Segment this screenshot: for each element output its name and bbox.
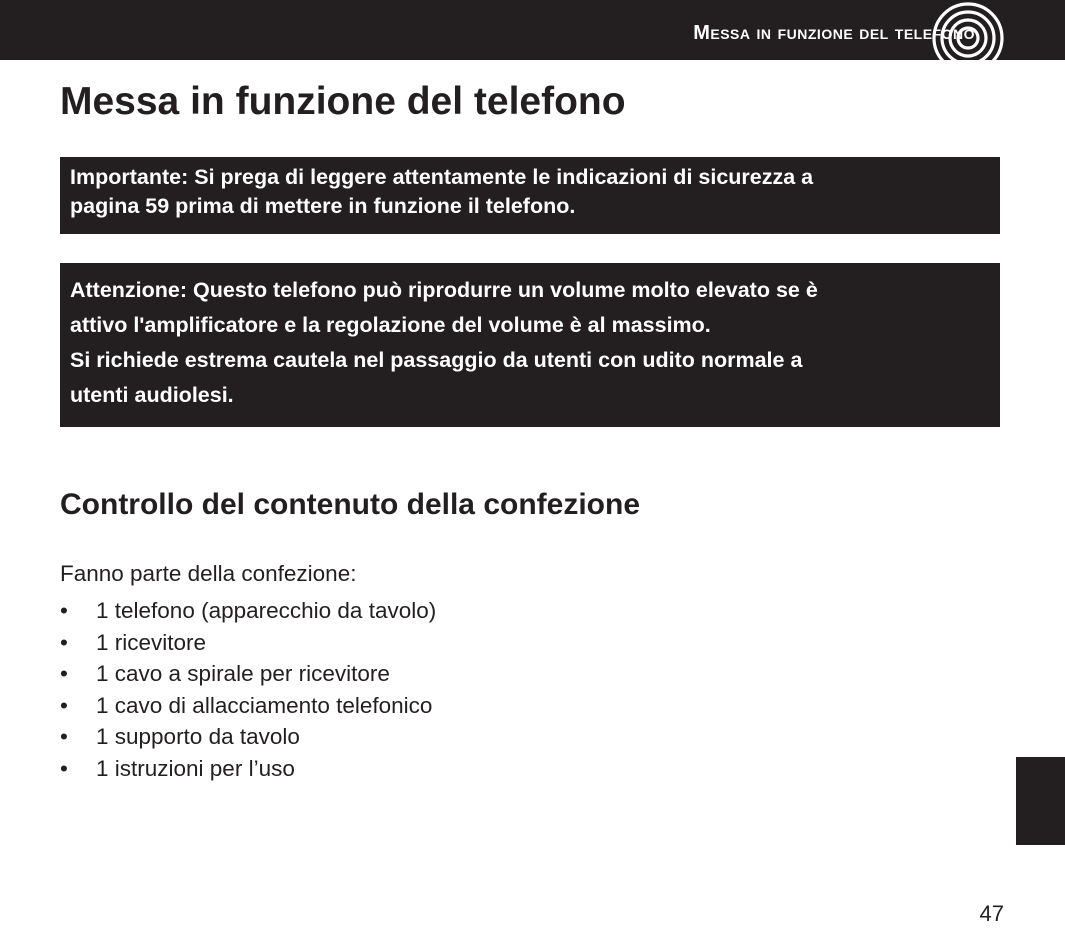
warning-notice-line: Attenzione: Questo telefono può riprodurre un volume molto elevato se è xyxy=(70,278,818,302)
warning-notice-line: attivo l'amplificatore e la regolazione del volume è al massimo. xyxy=(70,313,711,337)
chapter-tab-marker xyxy=(1016,757,1065,845)
list-item-text: 1 cavo di allacciamento telefonico xyxy=(96,692,433,718)
bullet: • xyxy=(60,661,68,686)
important-notice-line: pagina 59 prima di mettere in funzione il telefono. xyxy=(70,194,576,218)
list-item-text: 1 cavo a spirale per ricevitore xyxy=(96,661,390,686)
list-item xyxy=(60,627,436,659)
list-item xyxy=(60,753,436,785)
list-item-text: 1 istruzioni per l’uso xyxy=(96,755,295,781)
warning-notice xyxy=(60,263,1000,427)
list-item xyxy=(60,721,436,753)
list-item-text: 1 supporto da tavolo xyxy=(96,724,300,749)
page-title: Messa in funzione del telefono xyxy=(60,80,626,123)
list-item xyxy=(60,690,436,722)
list-item xyxy=(60,595,436,627)
sound-waves-icon xyxy=(926,0,1010,62)
important-notice xyxy=(60,157,1000,234)
list-item xyxy=(60,658,436,690)
contents-intro: Fanno parte della confezione: xyxy=(60,561,357,586)
warning-notice-line: utenti audiolesi. xyxy=(70,383,234,407)
list-item-text: 1 telefono (apparecchio da tavolo) xyxy=(96,598,437,623)
bullet: • xyxy=(60,692,68,718)
bullet: • xyxy=(60,598,68,623)
warning-notice-line: Si richiede estrema cautela nel passaggio da utenti con udito normale a xyxy=(70,348,803,372)
bullet: • xyxy=(60,629,68,655)
running-header-title: Messa in funzione del telefono xyxy=(693,22,975,44)
bullet: • xyxy=(60,724,68,749)
running-header xyxy=(0,0,1065,60)
contents-list xyxy=(60,595,436,784)
list-item-text: 1 ricevitore xyxy=(96,629,207,655)
page-number: 47 xyxy=(979,901,1004,926)
section-heading: Controllo del contenuto della confezione xyxy=(60,488,641,521)
bullet: • xyxy=(60,755,68,781)
important-notice-line: Importante: Si prega di leggere attentamente le indicazioni di sicurezza a xyxy=(70,165,814,189)
